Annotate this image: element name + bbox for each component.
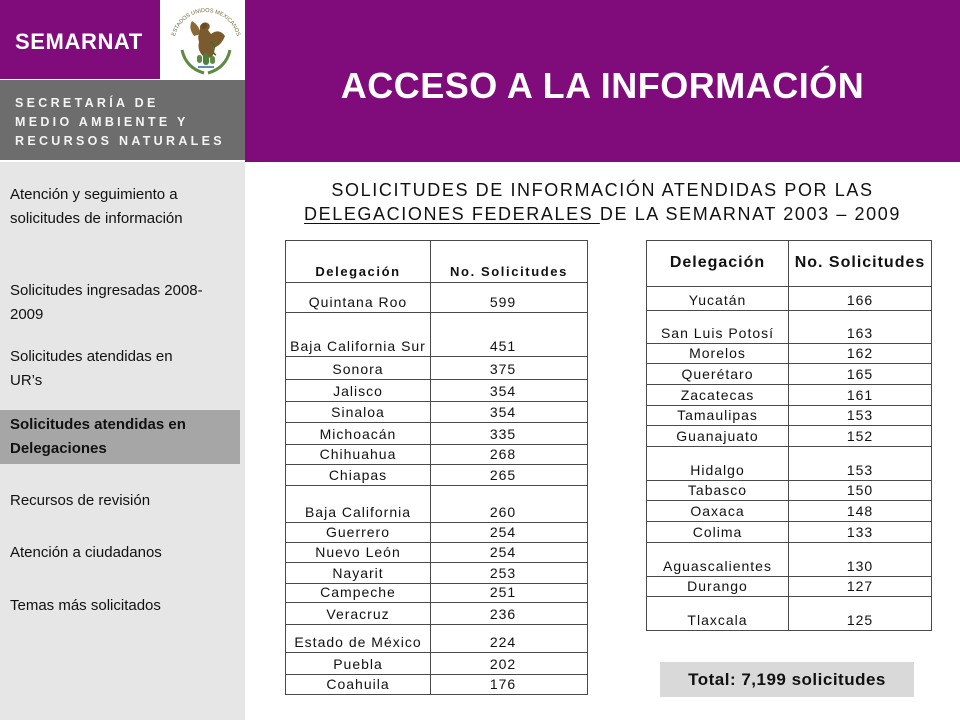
sidebar-item-label: Atención a ciudadanos (10, 544, 162, 561)
sidebar-item-label: Solicitudes ingresadas 2008-2009 (10, 282, 203, 323)
delegacion-cell: Durango (647, 577, 789, 597)
table-row (286, 523, 588, 543)
column-header-solicitudes: No. Solicitudes (431, 241, 588, 283)
delegacion-cell: Jalisco (286, 380, 431, 402)
sidebar-item-atencion-ciudadanos[interactable] (0, 541, 240, 565)
delegacion-cell: Baja California Sur (286, 313, 431, 357)
seal-text: ESTADOS UNIDOS MEXICANOS (171, 7, 241, 37)
heading-line-1: SOLICITUDES DE INFORMACIÓN ATENDIDAS POR LAS (331, 180, 874, 200)
table-row (647, 426, 932, 447)
table-body (286, 283, 588, 695)
solicitudes-cell: 254 (431, 543, 588, 563)
table-row (647, 597, 932, 631)
solicitudes-cell: 265 (431, 465, 588, 486)
solicitudes-cell: 150 (789, 481, 932, 501)
solicitudes-cell: 125 (789, 597, 932, 631)
sidebar (0, 162, 245, 720)
solicitudes-cell: 153 (789, 406, 932, 426)
table-header (286, 241, 588, 283)
solicitudes-cell: 176 (431, 675, 588, 695)
table-row (647, 385, 932, 406)
solicitudes-cell: 165 (789, 364, 932, 385)
table-body (647, 287, 932, 631)
table-row (286, 486, 588, 523)
delegacion-cell: Tamaulipas (647, 406, 789, 426)
sidebar-item-atencion-seguimiento[interactable] (0, 183, 240, 231)
table-row (647, 364, 932, 385)
table-row (647, 577, 932, 597)
delegacion-cell: Guanajuato (647, 426, 789, 447)
solicitudes-cell: 268 (431, 445, 588, 465)
delegacion-cell: Veracruz (286, 603, 431, 625)
delegacion-cell: Michoacán (286, 423, 431, 445)
delegaciones-table-right (646, 240, 932, 631)
heading-rest-text: DE LA SEMARNAT 2003 – 2009 (599, 204, 901, 224)
solicitudes-cell: 354 (431, 380, 588, 402)
table-row (286, 402, 588, 423)
section-heading (245, 178, 960, 226)
column-header-solicitudes: No. Solicitudes (789, 241, 932, 287)
sidebar-item-recursos-revision[interactable] (0, 489, 240, 513)
table-row (286, 653, 588, 675)
secretaria-line: MEDIO AMBIENTE Y (15, 115, 189, 129)
header-banner (245, 0, 960, 162)
sidebar-item-atendidas-delegaciones[interactable] (0, 410, 240, 464)
column-header-delegacion: Delegación (647, 241, 789, 287)
delegacion-cell: Estado de México (286, 625, 431, 653)
eagle-icon (190, 21, 225, 58)
delegacion-cell: Tabasco (647, 481, 789, 501)
delegacion-cell: Yucatán (647, 287, 789, 311)
sidebar-item-label: Atención y seguimiento a solicitudes de información (10, 186, 183, 227)
sidebar-item-label: Solicitudes atendidas en Delegaciones (10, 416, 186, 457)
water-icon (198, 66, 214, 68)
solicitudes-cell: 335 (431, 423, 588, 445)
table-row (647, 344, 932, 364)
table-header-row (286, 241, 588, 283)
sidebar-item-atendidas-urs[interactable] (0, 345, 240, 393)
solicitudes-cell: 375 (431, 357, 588, 380)
solicitudes-cell: 253 (431, 563, 588, 584)
solicitudes-cell: 202 (431, 653, 588, 675)
table-row (286, 423, 588, 445)
delegacion-cell: Aguascalientes (647, 543, 789, 577)
solicitudes-cell: 599 (431, 283, 588, 313)
solicitudes-cell: 224 (431, 625, 588, 653)
delegacion-cell: Oaxaca (647, 501, 789, 522)
delegacion-cell: Baja California (286, 486, 431, 523)
solicitudes-cell: 163 (789, 311, 932, 344)
heading-line-2 (245, 202, 960, 226)
secretaria-banner (0, 80, 245, 160)
delegacion-cell: Quintana Roo (286, 283, 431, 313)
solicitudes-cell: 161 (789, 385, 932, 406)
delegacion-cell: Tlaxcala (647, 597, 789, 631)
table-row (286, 603, 588, 625)
delegacion-cell: Chihuahua (286, 445, 431, 465)
total-box: Total: 7,199 solicitudes (660, 662, 914, 697)
solicitudes-cell: 166 (789, 287, 932, 311)
sidebar-item-label: Recursos de revisión (10, 492, 151, 509)
solicitudes-cell: 254 (431, 523, 588, 543)
coat-of-arms-seal (160, 0, 245, 79)
table-row (286, 313, 588, 357)
sidebar-item-label: Solicitudes atendidas en UR’s (10, 348, 173, 389)
table-row (286, 357, 588, 380)
table-row (286, 283, 588, 313)
delegacion-cell: San Luis Potosí (647, 311, 789, 344)
delegacion-cell: Sonora (286, 357, 431, 380)
page-title: ACCESO A LA INFORMACIÓN (340, 65, 865, 106)
delegacion-cell: Sinaloa (286, 402, 431, 423)
table-row (286, 675, 588, 695)
table-row (647, 522, 932, 543)
delegacion-cell: Morelos (647, 344, 789, 364)
solicitudes-cell: 148 (789, 501, 932, 522)
solicitudes-cell: 251 (431, 584, 588, 603)
table-row (647, 543, 932, 577)
solicitudes-cell: 152 (789, 426, 932, 447)
delegaciones-table-left (285, 240, 588, 695)
table-row (286, 380, 588, 402)
solicitudes-cell: 451 (431, 313, 588, 357)
solicitudes-cell: 153 (789, 447, 932, 481)
solicitudes-cell: 260 (431, 486, 588, 523)
delegacion-cell: Zacatecas (647, 385, 789, 406)
seal-icon (160, 0, 245, 79)
table-header (647, 241, 932, 287)
table-row (286, 625, 588, 653)
delegacion-cell: Chiapas (286, 465, 431, 486)
logo-text: SEMARNAT (15, 29, 143, 54)
table-row (647, 311, 932, 344)
sidebar-item-temas-solicitados[interactable] (0, 594, 240, 618)
delegacion-cell: Colima (647, 522, 789, 543)
table-row (647, 501, 932, 522)
delegacion-cell: Guerrero (286, 523, 431, 543)
delegacion-cell: Hidalgo (647, 447, 789, 481)
table-row (286, 543, 588, 563)
delegacion-cell: Querétaro (647, 364, 789, 385)
delegacion-cell: Nuevo León (286, 543, 431, 563)
table-row (647, 406, 932, 426)
solicitudes-cell: 130 (789, 543, 932, 577)
semarnat-logo (0, 0, 160, 79)
secretaria-line: SECRETARÍA DE (15, 96, 159, 110)
sidebar-item-label: Temas más solicitados (10, 597, 161, 614)
table-row (286, 465, 588, 486)
delegacion-cell: Coahuila (286, 675, 431, 695)
solicitudes-cell: 127 (789, 577, 932, 597)
solicitudes-cell: 162 (789, 344, 932, 364)
delegacion-cell: Nayarit (286, 563, 431, 584)
secretaria-line: RECURSOS NATURALES (15, 134, 225, 148)
table-row (647, 447, 932, 481)
table-row (286, 584, 588, 603)
table-row (647, 481, 932, 501)
table-row (647, 287, 932, 311)
solicitudes-cell: 236 (431, 603, 588, 625)
table-header-row (647, 241, 932, 287)
heading-underlined-text: DELEGACIONES FEDERALES (304, 204, 600, 224)
sidebar-item-solicitudes-ingresadas[interactable] (0, 279, 240, 327)
table-row (286, 563, 588, 584)
table-row (286, 445, 588, 465)
column-header-delegacion: Delegación (286, 241, 431, 283)
delegacion-cell: Puebla (286, 653, 431, 675)
solicitudes-cell: 354 (431, 402, 588, 423)
delegacion-cell: Campeche (286, 584, 431, 603)
solicitudes-cell: 133 (789, 522, 932, 543)
